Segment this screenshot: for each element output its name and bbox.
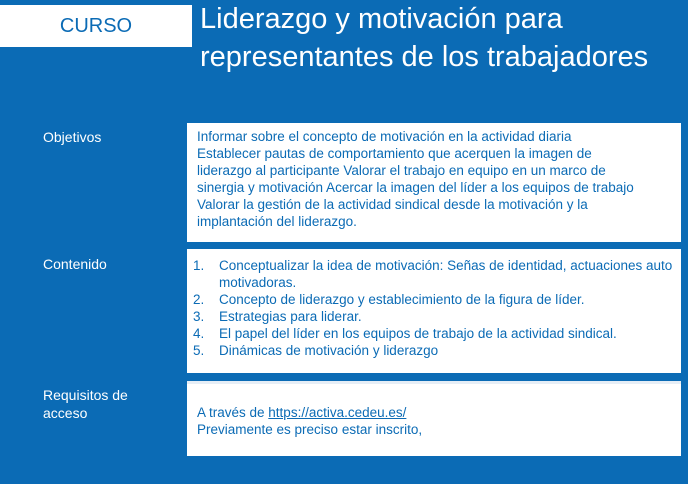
objetivos-label: Objetivos [43,129,102,145]
objetivos-line: implantación del liderazgo. [197,214,357,229]
contenido-box [187,249,681,373]
requisitos-box [187,381,681,456]
requisitos-label [43,386,128,422]
objetivos-line: Informar sobre el concepto de motivación en la actividad diaria [197,129,572,144]
objetivos-line: Establecer pautas de comportamiento que acerquen la imagen de [197,146,592,161]
requisitos-line-1 [197,404,673,421]
list-item-number: 1. [193,258,205,273]
list-item [193,325,675,342]
course-badge [0,5,192,47]
list-item [193,257,675,291]
requisitos-label-line2: acceso [43,405,88,421]
list-item-number: 3. [193,309,205,324]
activa-link[interactable]: https://activa.cedeu.es/ [268,405,407,420]
list-item-text: El papel del líder en los equipos de trabajo de la actividad sindical. [219,326,617,341]
list-item-text: Estrategias para liderar. [219,309,362,324]
list-item [193,342,675,359]
course-badge-label: CURSO [59,14,133,37]
list-item-number: 4. [193,326,205,341]
page-title: Liderazgo y motivación para representantes de los trabajadores [200,3,649,73]
list-item-text: Concepto de liderazgo y establecimiento de la figura de líder. [219,292,585,307]
requisitos-prefix: A través de [197,405,269,420]
list-item-number: 2. [193,292,205,307]
requisitos-line-2: Previamente es preciso estar inscrito, [197,422,423,437]
contenido-list [193,257,675,359]
objetivos-line: liderazgo al participante Valorar el trabajo en equipo en un marco de [197,163,606,178]
list-item-number: 5. [193,343,205,358]
requisitos-label-line1: Requisitos de [43,387,128,403]
objetivos-line: Valorar la gestión de la actividad sindical desde la motivación y la [197,197,588,212]
list-item-text: Conceptualizar la idea de motivación: Señas de identidad, actuaciones auto motivadoras. [219,258,673,290]
list-item [193,291,675,308]
objetivos-box [187,123,681,242]
objetivos-line: sinergia y motivación Acercar la imagen del líder a los equipos de trabajo [197,180,634,195]
contenido-label: Contenido [43,256,107,272]
list-item-text: Dinámicas de motivación y liderazgo [219,343,439,358]
list-item [193,308,675,325]
